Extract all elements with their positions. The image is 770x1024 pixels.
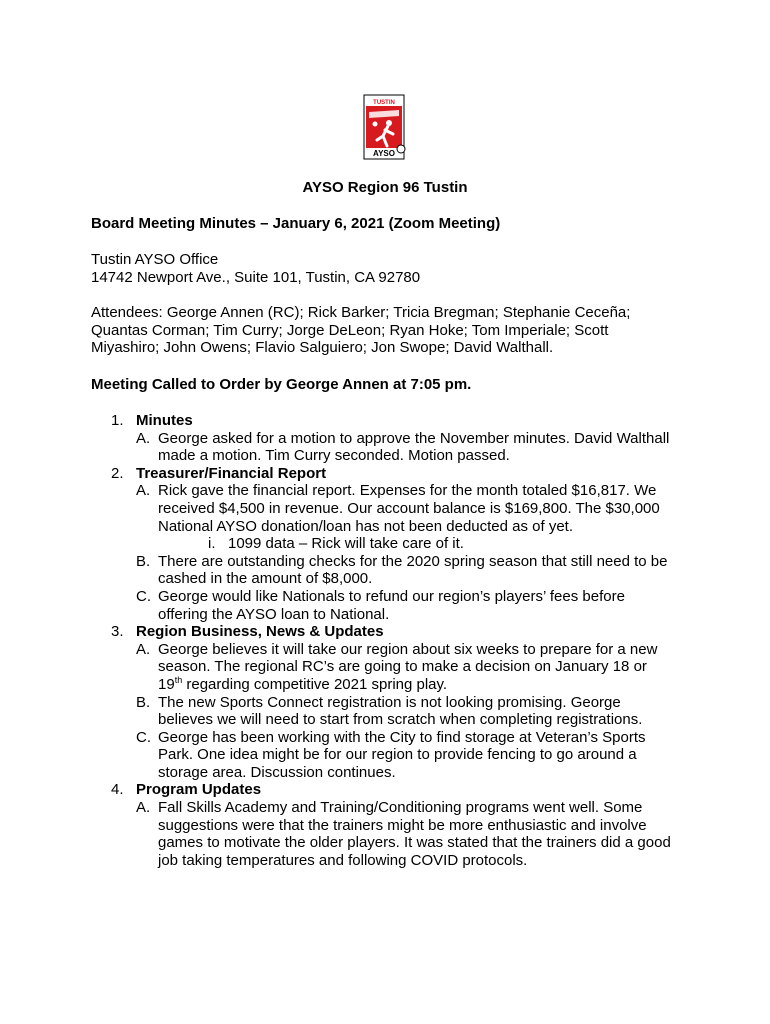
sub-item [91,535,711,553]
list-item [91,641,711,694]
item-day-suffix: th [174,674,183,685]
list-item [91,482,711,535]
item-letter: A. [136,799,151,817]
list-item [91,588,711,623]
item-line: games to motivate the older players. It was stated that the trainers did a good [158,834,671,852]
item-line: job taking temperatures and following COVID protocols. [158,851,528,869]
section-title: Treasurer/Financial Report [136,464,327,482]
section-number: 4. [111,781,124,799]
item-line: Park. One idea might be for our region to provide fencing to go around a [158,746,637,764]
item-letter: C. [136,728,151,746]
document-title: AYSO Region 96 Tustin [302,179,468,196]
meeting-subtitle: Board Meeting Minutes – January 6, 2021 (Zoom Meeting) [91,215,501,232]
item-letter: B. [136,552,151,570]
section-number: 1. [111,412,124,429]
logo-bottom-text: AYSO [373,149,395,158]
item-line: Rick gave the financial report. Expenses for the month totaled $16,817. We [158,482,657,500]
item-letter: A. [136,482,151,500]
list-item [91,799,711,869]
section-title: Minutes [136,412,193,429]
sub-item-text: 1099 data – Rick will take care of it. [228,535,464,553]
location-line-1: Tustin AYSO Office [91,251,219,268]
item-letter: A. [136,429,151,447]
item-line: George asked for a motion to approve the November minutes. David Walthall [158,429,670,447]
logo-top-text: TUSTIN [373,100,395,106]
sub-item-number: i. [208,535,216,553]
item-line: National AYSO donation/loan has not been deducted as of yet. [158,517,574,535]
ayso-tustin-logo [363,94,408,160]
item-line: George has been working with the City to find storage at Veteran’s Sports [158,728,646,746]
section-program-updates [91,781,711,799]
section-region-business [91,623,711,641]
section-title: Program Updates [136,781,262,799]
item-line: believes we will need to start from scratch when completing registrations. [158,711,643,729]
called-to-order: Meeting Called to Order by George Annen at 7:05 pm. [91,376,472,393]
logo-graphic [363,94,408,160]
location-line-2: 14742 Newport Ave., Suite 101, Tustin, CA 92780 [91,268,421,286]
item-day: 19 [158,675,175,693]
list-item [91,553,711,588]
section-treasurer [91,465,711,483]
item-line: season. The regional RC’s are going to make a decision on January 18 or [158,658,647,676]
attendees-line-2: Quantas Corman; Tim Curry; Jorge DeLeon; Ryan Hoke; Tom Imperiale; Scott [91,321,609,339]
list-item [91,694,711,729]
list-item [91,729,711,782]
item-letter: C. [136,587,151,605]
item-letter: A. [136,640,151,658]
item-line: offering the AYSO loan to National. [158,605,390,623]
section-title: Region Business, News & Updates [136,623,384,641]
item-line: The new Sports Connect registration is not looking promising. George [158,693,621,711]
agenda-list [91,412,711,869]
list-item [91,430,711,465]
item-line: There are outstanding checks for the 2020 spring season that still need to be [158,552,668,570]
section-number: 3. [111,623,124,641]
attendees-line-3: Miyashiro; John Owens; Flavio Salguiero; Jon Swope; David Walthall. [91,339,554,357]
item-line [158,676,711,694]
section-minutes [91,412,711,430]
item-line: received $4,500 in revenue. Our account balance is $169,800. The $30,000 [158,499,660,517]
item-line: Fall Skills Academy and Training/Conditioning programs went well. Some [158,799,643,817]
item-line: cashed in the amount of $8,000. [158,570,373,588]
item-letter: B. [136,693,151,711]
attendees-block [91,304,701,357]
item-day-rest: regarding competitive 2021 spring play. [182,675,448,693]
item-line: suggestions were that the trainers might be more enthusiastic and involve [158,816,647,834]
section-number: 2. [111,464,124,482]
item-line: George believes it will take our region about six weeks to prepare for a new [158,640,658,658]
location-block [91,251,701,286]
item-line: George would like Nationals to refund our region’s players’ fees before [158,587,625,605]
item-line: storage area. Discussion continues. [158,763,396,781]
attendees-line-1: Attendees: George Annen (RC); Rick Barker; Tricia Bregman; Stephanie Ceceña; [91,304,631,321]
item-line: made a motion. Tim Curry seconded. Motion passed. [158,447,510,465]
